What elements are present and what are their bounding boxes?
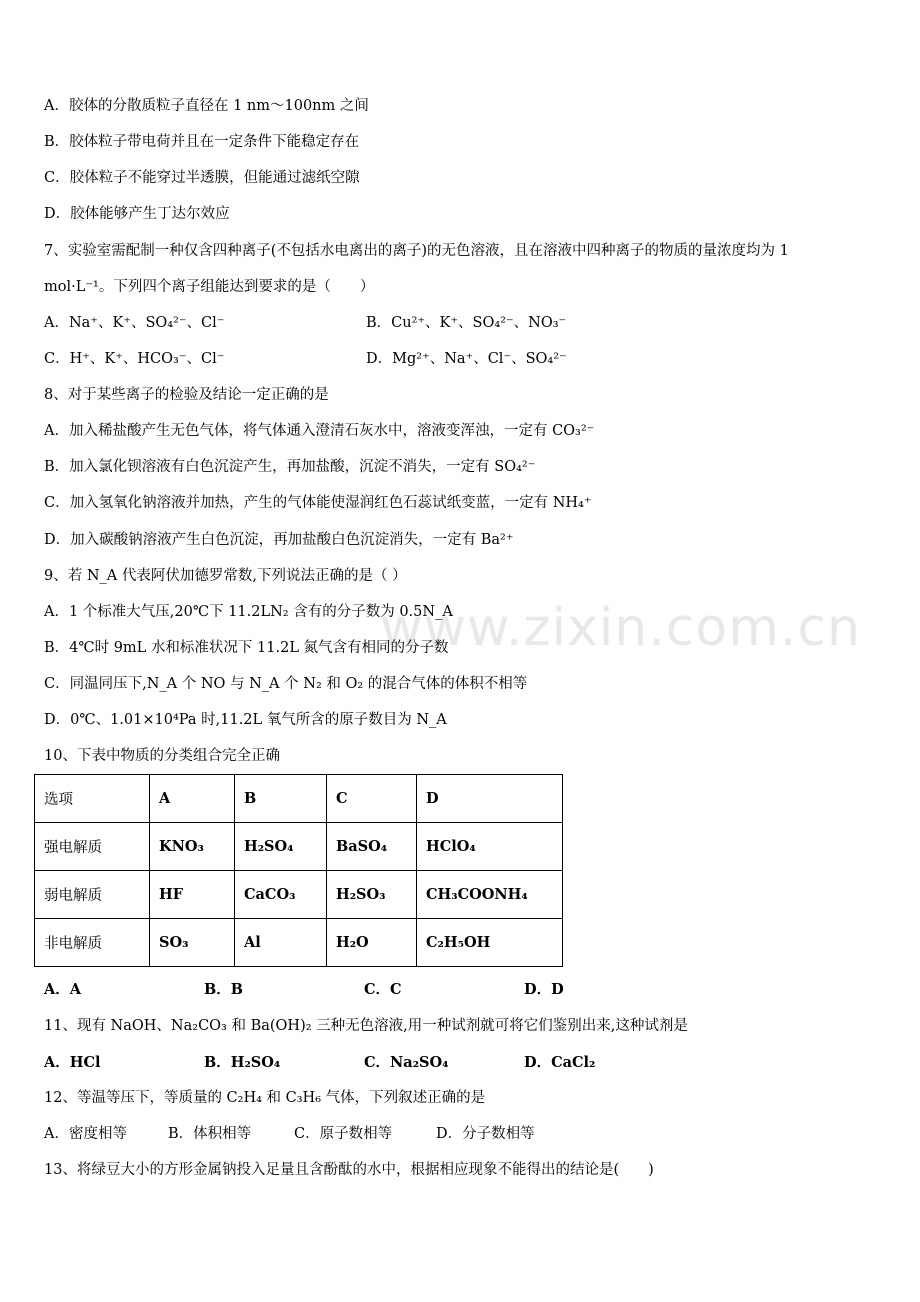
watermark: www.zixin.com.cn: [380, 598, 861, 658]
q7-option-b: B．Cu²⁺、K⁺、SO₄²⁻、NO₃⁻: [366, 315, 567, 331]
table-row: [35, 823, 563, 871]
q11-option-b: B．H₂SO₄: [204, 1054, 281, 1071]
q9-option-c: C．同温同压下,N_A 个 NO 与 N_A 个 N₂ 和 O₂ 的混合气体的体积不相等: [44, 676, 528, 692]
table-cell: Al: [235, 919, 327, 967]
table-header-cell: B: [235, 775, 327, 823]
table-cell: SO₃: [150, 919, 235, 967]
table-cell: CH₃COONH₄: [417, 871, 563, 919]
q10-stem: 10、下表中物质的分类组合完全正确: [44, 748, 280, 764]
table-cell: H₂O: [327, 919, 417, 967]
q8-option-a: A．加入稀盐酸产生无色气体，将气体通入澄清石灰水中，溶液变浑浊，一定有 CO₃²⁻: [44, 423, 595, 439]
q6-option-d: D．胶体能够产生丁达尔效应: [44, 206, 230, 222]
q8-option-b: B．加入氯化钡溶液有白色沉淀产生，再加盐酸，沉淀不消失，一定有 SO₄²⁻: [44, 459, 536, 475]
q10-option-d: D．D: [524, 981, 564, 998]
table-cell: 非电解质: [35, 919, 150, 967]
table-cell: H₂SO₄: [235, 823, 327, 871]
q6-option-a: A．胶体的分散质粒子直径在 1 nm～100nm 之间: [44, 98, 369, 114]
q10-option-a: A．A: [44, 981, 82, 998]
table-header-cell: C: [327, 775, 417, 823]
q11-option-a: A．HCl: [44, 1054, 101, 1071]
q11-stem: 11、现有 NaOH、Na₂CO₃ 和 Ba(OH)₂ 三种无色溶液,用一种试剂就可将它们鉴别出来,这种试剂是: [44, 1018, 688, 1034]
q11-option-c: C．Na₂SO₄: [364, 1054, 449, 1071]
q8-option-c: C．加入氢氧化钠溶液并加热，产生的气体能使湿润红色石蕊试纸变蓝，一定有 NH₄⁺: [44, 495, 592, 511]
table-cell: CaCO₃: [235, 871, 327, 919]
q7-stem-line2: mol·L⁻¹。下列四个离子组能达到要求的是（ ）: [44, 279, 375, 295]
q12-option-c: C．原子数相等: [294, 1126, 393, 1142]
q11-option-d: D．CaCl₂: [524, 1054, 596, 1071]
q9-stem: 9、若 N_A 代表阿伏加德罗常数,下列说法正确的是（ ）: [44, 568, 407, 584]
q9-option-b: B．4℃时 9mL 水和标准状况下 11.2L 氮气含有相同的分子数: [44, 640, 449, 656]
q9-option-a: A．1 个标准大气压,20℃下 11.2LN₂ 含有的分子数为 0.5N_A: [44, 604, 453, 620]
table-cell: 强电解质: [35, 823, 150, 871]
q12-stem: 12、等温等压下，等质量的 C₂H₄ 和 C₃H₆ 气体，下列叙述正确的是: [44, 1090, 486, 1106]
q12-option-b: B．体积相等: [168, 1126, 252, 1142]
table-cell: BaSO₄: [327, 823, 417, 871]
table-cell: KNO₃: [150, 823, 235, 871]
q6-option-c: C．胶体粒子不能穿过半透膜，但能通过滤纸空隙: [44, 170, 360, 186]
q10-option-b: B．B: [204, 981, 244, 998]
q7-option-c: C．H⁺、K⁺、HCO₃⁻、Cl⁻: [44, 351, 225, 367]
q8-option-d: D．加入碳酸钠溶液产生白色沉淀，再加盐酸白色沉淀消失，一定有 Ba²⁺: [44, 532, 514, 548]
table-header-cell: A: [150, 775, 235, 823]
classification-table: [34, 774, 563, 967]
q7-stem-line1: 7、实验室需配制一种仅含四种离子(不包括水电离出的离子)的无色溶液，且在溶液中四种离子的物质的量浓度均为 1: [44, 243, 789, 259]
q7-option-a: A．Na⁺、K⁺、SO₄²⁻、Cl⁻: [44, 315, 225, 331]
table-row: [35, 871, 563, 919]
q10-option-c: C．C: [364, 981, 402, 998]
table-header-row: [35, 775, 563, 823]
table-row: [35, 919, 563, 967]
q8-stem: 8、对于某些离子的检验及结论一定正确的是: [44, 387, 329, 403]
q6-option-b: B．胶体粒子带电荷并且在一定条件下能稳定存在: [44, 134, 360, 150]
table-cell: HF: [150, 871, 235, 919]
q13-stem: 13、将绿豆大小的方形金属钠投入足量且含酚酞的水中，根据相应现象不能得出的结论是( ): [44, 1162, 654, 1178]
table-cell: C₂H₅OH: [417, 919, 563, 967]
q7-option-d: D．Mg²⁺、Na⁺、Cl⁻、SO₄²⁻: [366, 351, 567, 367]
table-cell: 弱电解质: [35, 871, 150, 919]
table-cell: HClO₄: [417, 823, 563, 871]
q12-option-d: D．分子数相等: [436, 1126, 535, 1142]
table-cell: H₂SO₃: [327, 871, 417, 919]
q12-option-a: A．密度相等: [44, 1126, 127, 1142]
table-header-cell: D: [417, 775, 563, 823]
table-header-cell: 选项: [35, 775, 150, 823]
q9-option-d: D．0℃、1.01×10⁴Pa 时,11.2L 氧气所含的原子数目为 N_A: [44, 712, 447, 728]
